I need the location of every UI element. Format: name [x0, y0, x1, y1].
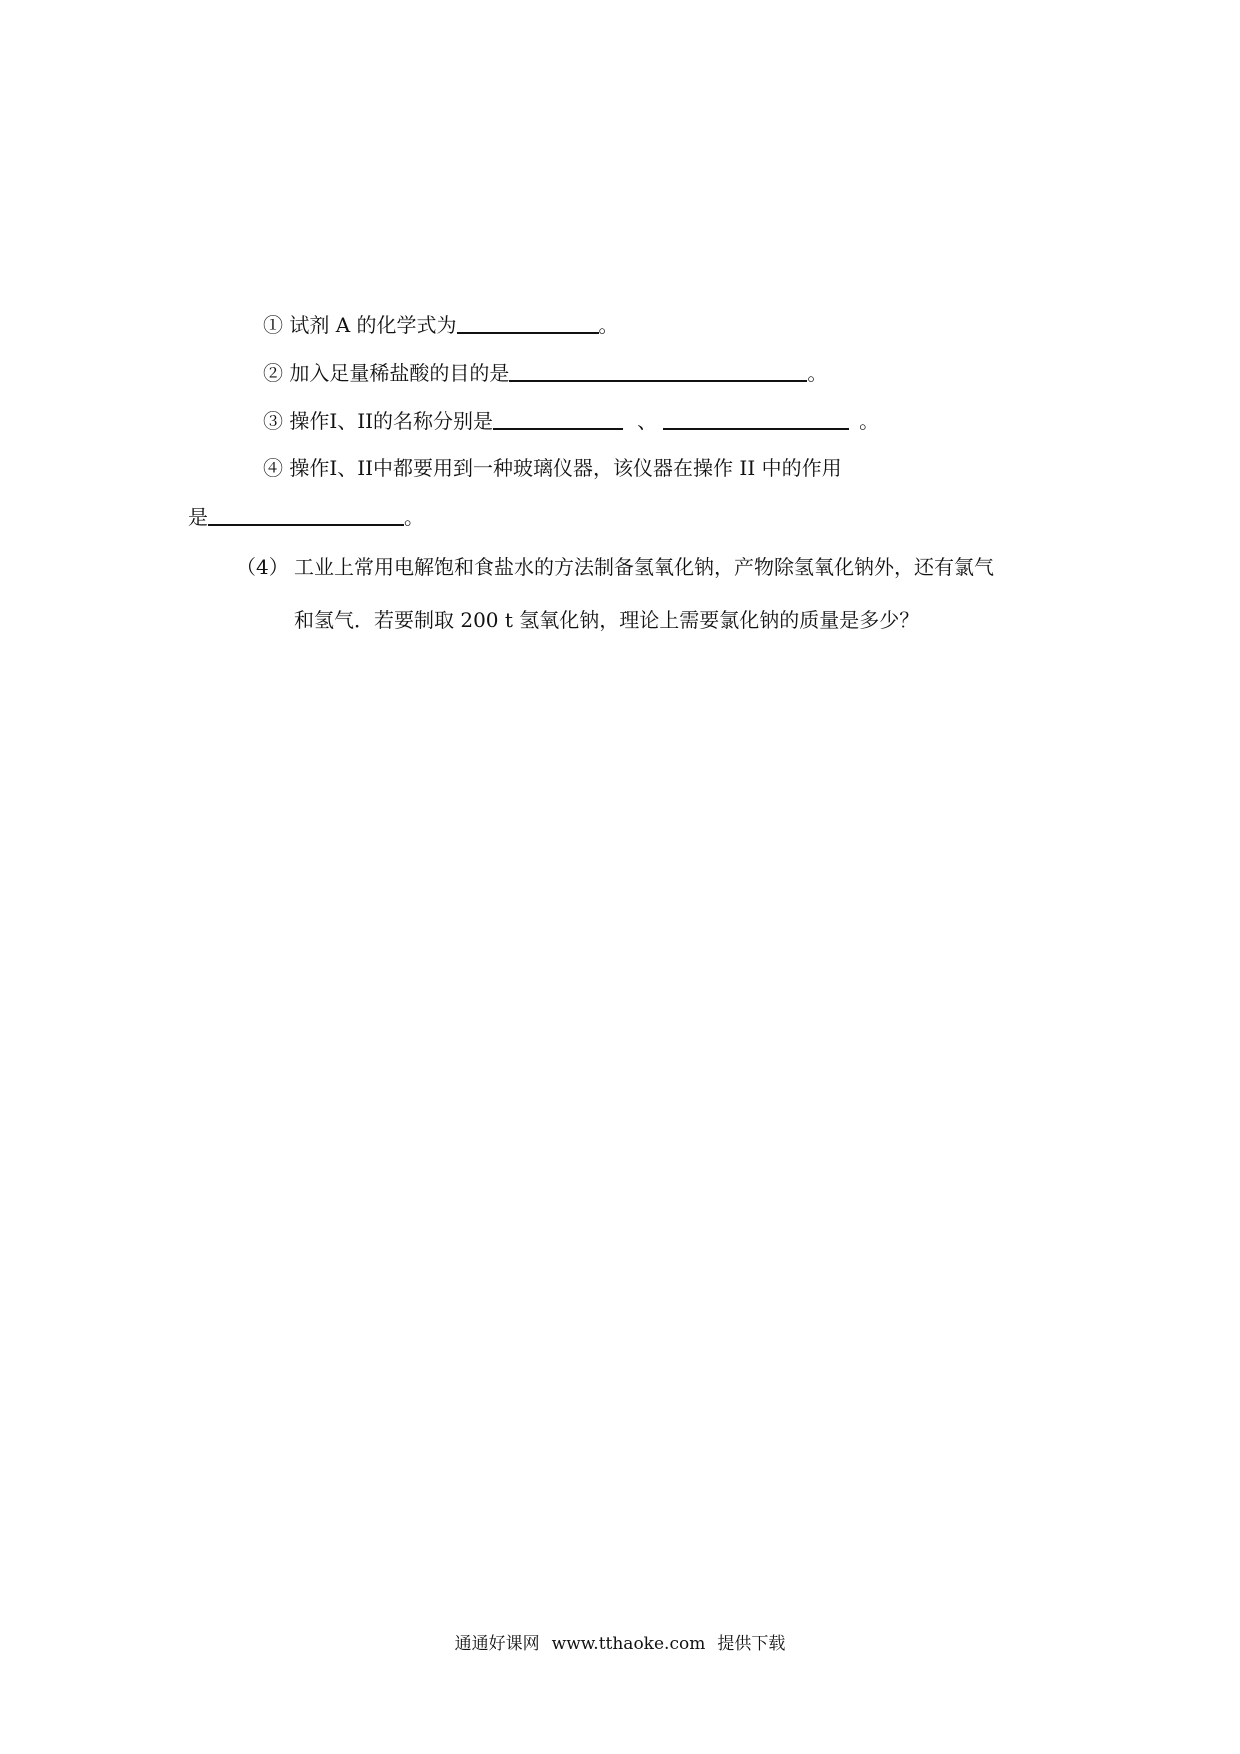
item-text: 试剂 A 的化学式为 — [289, 313, 457, 337]
q4-line-2 — [294, 606, 919, 634]
q3-item-2 — [263, 358, 827, 386]
question-text: 工业上常用电解饱和食盐水的方法制备氢氧化钠，产物除氢氧化钠外，还有氯气 — [294, 555, 994, 579]
item-marker: ① — [263, 313, 283, 337]
item-marker: ③ — [263, 409, 283, 433]
item-continuation: 是 — [188, 505, 208, 529]
q4-line-1 — [236, 553, 994, 581]
item-marker: ② — [263, 361, 283, 385]
q3-item-4 — [263, 454, 842, 482]
page-footer — [0, 1632, 1240, 1656]
answer-blank[interactable] — [509, 358, 807, 382]
item-end: 。 — [807, 361, 828, 385]
q3-item-4-continuation — [188, 502, 424, 530]
question-text: 和氢气．若要制取 200 t 氢氧化钠，理论上需要氯化钠的质量是多少？ — [294, 608, 920, 632]
item-text: 操作I、II中都要用到一种玻璃仪器，该仪器在操作 II 中的作用 — [289, 456, 842, 480]
footer-site-name: 通通好课网 — [454, 1634, 540, 1654]
item-separator: 、 — [637, 409, 658, 433]
item-marker: ④ — [263, 456, 283, 480]
question-number: （4） — [236, 555, 289, 579]
answer-blank[interactable] — [493, 406, 623, 430]
item-end: 。 — [859, 409, 880, 433]
item-end: 。 — [404, 505, 424, 529]
footer-url[interactable]: www.tthaoke.com — [551, 1634, 706, 1654]
footer-suffix: 提供下载 — [717, 1634, 786, 1654]
answer-blank[interactable] — [208, 502, 404, 526]
q3-item-3 — [263, 406, 879, 434]
item-text: 操作I、II的名称分别是 — [289, 409, 494, 433]
item-text: 加入足量稀盐酸的目的是 — [289, 361, 510, 385]
answer-blank[interactable] — [457, 310, 599, 334]
q3-item-1 — [263, 310, 619, 338]
item-end: 。 — [598, 313, 619, 337]
answer-blank[interactable] — [663, 406, 849, 430]
